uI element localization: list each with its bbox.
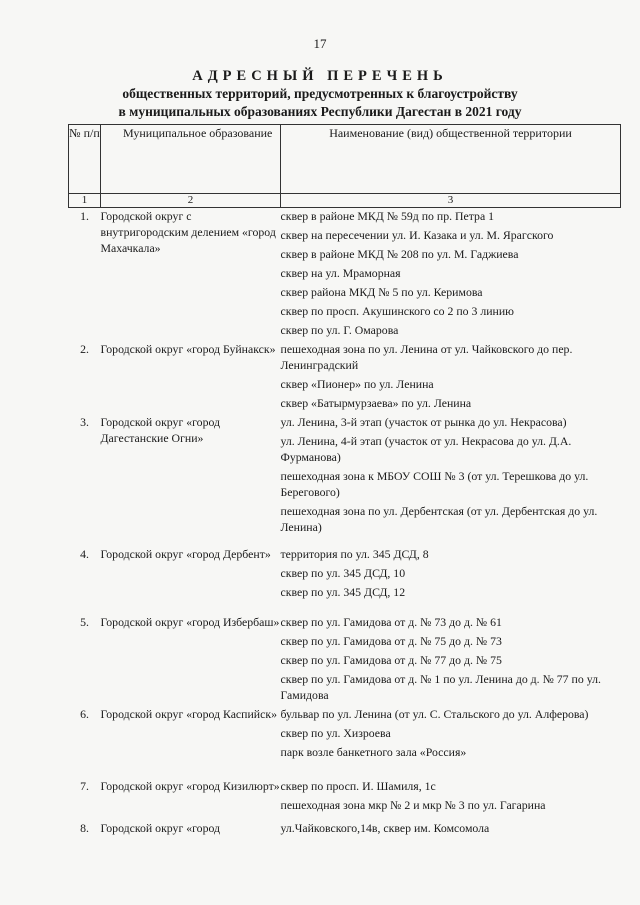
document-subtitle-line-1: общественных территорий, предусмотренных к благоустройству xyxy=(122,86,518,101)
municipality-name: Городской округ с внутригородским делением «город Махачкала» xyxy=(100,209,276,255)
territory-item: ул. Ленина, 4-й этап (участок от ул. Некрасова до ул. Д.А. Фурманова) xyxy=(280,434,572,464)
territory-item: сквер по ул. 345 ДСД, 10 xyxy=(280,566,406,580)
header-municipality: Муниципальное образование xyxy=(101,125,281,194)
territory-list xyxy=(281,546,621,614)
territory-item: пешеходная зона по ул. Ленина от ул. Чайковского до пер. Ленинградский xyxy=(280,342,573,372)
row-number: 2. xyxy=(80,342,89,356)
territory-item: сквер по ул. 345 ДСД, 12 xyxy=(280,585,406,599)
territory-item: сквер по ул. Гамидова от д. № 75 до д. № 73 xyxy=(280,634,502,648)
territory-item: территория по ул. 345 ДСД, 8 xyxy=(280,547,429,561)
document-subtitle-line-2: в муниципальных образованиях Республики Дагестан в 2021 году xyxy=(118,104,522,119)
territory-item: сквер в районе МКД № 59д по пр. Петра 1 xyxy=(280,209,495,223)
territory-item: сквер по ул. Г. Омарова xyxy=(280,323,399,337)
territory-list xyxy=(281,820,621,850)
document-title: АДРЕСНЫЙ ПЕРЕЧЕНЬ xyxy=(192,68,448,84)
table-row xyxy=(69,706,621,778)
territory-item: сквер на пересечении ул. И. Казака и ул. М. Ярагского xyxy=(280,228,554,242)
territory-item: бульвар по ул. Ленина (от ул. С. Стальского до ул. Алферова) xyxy=(280,707,589,721)
territory-item: пешеходная зона к МБОУ СОШ № 3 (от ул. Терешкова до ул. Берегового) xyxy=(280,469,589,499)
territory-item: сквер «Батырмурзаева» по ул. Ленина xyxy=(280,396,472,410)
municipality-name: Городской округ «город Дагестанские Огни» xyxy=(100,415,221,445)
territory-item: сквер в районе МКД № 208 по ул. М. Гаджиева xyxy=(280,247,519,261)
header-territory: Наименование (вид) общественной территории xyxy=(281,125,621,194)
table-row xyxy=(69,820,621,850)
territory-item: сквер по просп. Акушинского со 2 по 3 линию xyxy=(280,304,514,318)
row-number: 4. xyxy=(80,547,89,561)
page-number: 17 xyxy=(313,36,327,51)
municipality-name: Городской округ «город Кизилюрт» xyxy=(100,779,280,793)
municipality-name: Городской округ «город Каспийск» xyxy=(100,707,277,721)
row-number: 5. xyxy=(80,615,89,629)
territory-item: парк возле банкетного зала «Россия» xyxy=(280,745,467,759)
municipality-name: Городской округ «город Избербаш» xyxy=(100,615,280,629)
row-number: 6. xyxy=(80,707,89,721)
territory-list xyxy=(281,614,621,706)
municipality-name: Городской округ «город xyxy=(100,821,221,835)
territory-item: сквер района МКД № 5 по ул. Керимова xyxy=(280,285,483,299)
column-index-row xyxy=(69,194,621,208)
municipality-name: Городской округ «город Дербент» xyxy=(100,547,271,561)
territory-list xyxy=(281,778,621,820)
table-row xyxy=(69,414,621,546)
table-row xyxy=(69,778,621,820)
row-number: 7. xyxy=(80,779,89,793)
table-header-row xyxy=(69,125,621,194)
column-index: 3 xyxy=(281,194,621,208)
row-number: 3. xyxy=(80,415,89,429)
territory-item: пешеходная зона по ул. Дербентская (от ул. Дербентская до ул. Ленина) xyxy=(280,504,598,534)
territory-item: сквер по ул. Гамидова от д. № 73 до д. № 61 xyxy=(280,615,502,629)
territory-item: сквер по ул. Хизроева xyxy=(280,726,391,740)
territory-list xyxy=(281,706,621,778)
territory-item: сквер по просп. И. Шамиля, 1с xyxy=(280,779,436,793)
column-index: 1 xyxy=(69,194,101,208)
territory-list xyxy=(281,208,621,342)
territory-item: сквер на ул. Мраморная xyxy=(280,266,401,280)
row-number: 1. xyxy=(80,209,89,223)
municipality-name: Городской округ «город Буйнакск» xyxy=(100,342,276,356)
header-number: № п/п xyxy=(69,125,101,194)
territory-item: ул. Ленина, 3-й этап (участок от рынка до ул. Некрасова) xyxy=(280,415,567,429)
row-number: 8. xyxy=(80,821,89,835)
table-row xyxy=(69,208,621,342)
column-index: 2 xyxy=(101,194,281,208)
territories-table xyxy=(68,124,621,850)
territory-list xyxy=(281,341,621,414)
table-row xyxy=(69,341,621,414)
table-row xyxy=(69,614,621,706)
territory-item: сквер «Пионер» по ул. Ленина xyxy=(280,377,434,391)
territory-item: пешеходная зона мкр № 2 и мкр № 3 по ул. Гагарина xyxy=(280,798,546,812)
table-row xyxy=(69,546,621,614)
territory-item: ул.Чайковского,14в, сквер им. Комсомола xyxy=(280,821,490,835)
territory-list xyxy=(281,414,621,546)
territory-item: сквер по ул. Гамидова от д. № 77 до д. № 75 xyxy=(280,653,502,667)
territory-item: сквер по ул. Гамидова от д. № 1 по ул. Ленина до д. № 77 по ул. Гамидова xyxy=(280,672,601,702)
